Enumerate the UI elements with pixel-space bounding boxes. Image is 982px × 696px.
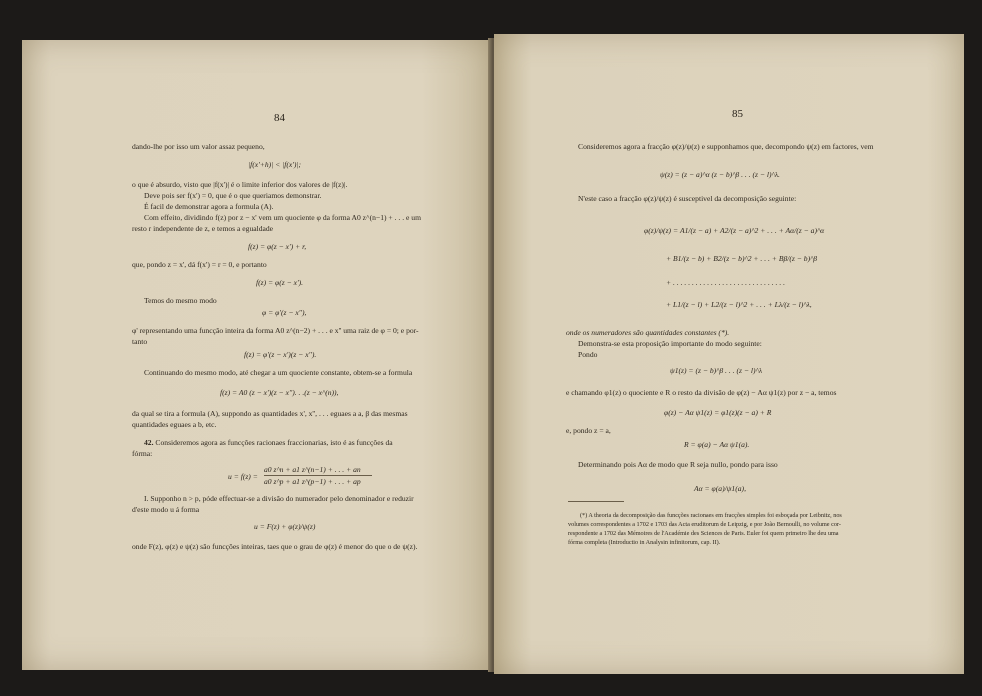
section-paragraph	[144, 438, 393, 447]
right-page	[494, 34, 964, 674]
equation: φ(z) − Aα ψ1(z) = φ1(z)(z − a) + R	[664, 408, 772, 417]
text-line: o que é absurdo, visto que |f(x')| é o limite inferior dos valores de |f(z)|.	[132, 180, 348, 189]
text-line: quantidades eguaes a b, etc.	[132, 420, 217, 429]
text-line: É facil de demonstrar agora a formula (A).	[144, 202, 274, 211]
equation: f(z) = φ(z − x').	[256, 278, 304, 287]
equation: + L1/(z − l) + L2/(z − l)^2 + . . . + Lλ/(z − l)^λ,	[666, 300, 812, 309]
fraction-lhs: u = f(z) =	[228, 472, 258, 481]
equation: φ = φ'(z − x''),	[262, 308, 307, 317]
footnote-line: respondente a 1702 das Mémoires de l'Académie des Sciences de Paris. Euler foi quem primeiro lhe deu uma	[568, 530, 839, 537]
text-line: I. Supponho n > p, póde effectuar-se a divisão do numerador pelo denominador e reduzir	[144, 494, 414, 503]
footnote-line: (*) A theoria da decomposição das funcções racionaes em fracções simples foi esboçada por Leibnitz, nos	[580, 512, 842, 519]
text-line: da qual se tira a formula (A), suppondo as quantidades x', x'', . . . eguaes a a, β das mesmas	[132, 409, 408, 418]
text-line: Com effeito, dividindo f(z) por z − x' vem um quociente φ da forma A0 z^(n−1) + . . . e um	[144, 213, 421, 222]
text-line: N'este caso a fracção φ(z)/ψ(z) é susceptivel da decomposição seguinte:	[578, 194, 797, 203]
right-page-number: 85	[732, 108, 743, 120]
text-line: Determinando pois Aα de modo que R seja nullo, pondo para isso	[578, 460, 778, 469]
text-line: Consideremos agora as funcções racionaes fraccionarias, isto é as funcções da	[155, 438, 393, 447]
equation: ψ(z) = (z − a)^α (z − b)^β . . . (z − l)^λ.	[660, 170, 780, 179]
equation: + B1/(z − b) + B2/(z − b)^2 + . . . + Bβ/(z − b)^β	[666, 254, 818, 263]
text-line: Continuando do mesmo modo, até chegar a um quociente constante, obtem-se a formula	[144, 368, 413, 377]
equation: Aα = φ(a)/ψ1(a),	[694, 484, 746, 493]
text-line: que, pondo z = x', dá f(x') = r = 0, e portanto	[132, 260, 267, 269]
section-number: 42.	[144, 438, 154, 447]
text-line: Demonstra-se esta proposição importante do modo seguinte:	[578, 339, 762, 348]
text-line: resto r independente de z, e temos a egualdade	[132, 224, 274, 233]
text-line: onde F(z), φ(z) e ψ(z) são funcções inteiras, taes que o grau de φ(z) é menor do que o de ψ(z).	[132, 542, 418, 551]
fraction-denominator: a0 z^p + a1 z^(p−1) + . . . + ap	[264, 477, 361, 486]
book-spread	[22, 34, 964, 674]
text-line: Temos do mesmo modo	[144, 296, 217, 305]
footnote-rule	[568, 501, 624, 502]
text-line: Deve pois ser f(x') = 0, que é o que queriamos demonstrar.	[144, 191, 322, 200]
footnote-line: volumes correspondentes a 1702 e 1703 das Acta eruditorum de Leipzig, e por João Bernoulli, no volume cor-	[568, 521, 841, 528]
equation: ψ1(z) = (z − b)^β . . . (z − l)^λ	[670, 366, 762, 375]
equation: f(z) = φ'(z − x')(z − x'').	[244, 350, 317, 359]
equation: φ(z)/ψ(z) = A1/(z − a) + A2/(z − a)^2 + . . . + Aα/(z − a)^α	[644, 226, 825, 235]
text-line: φ' representando uma funcção inteira da forma A0 z^(n−2) + . . . e x'' uma raiz de φ = 0; e por-	[132, 326, 419, 335]
equation: + . . . . . . . . . . . . . . . . . . . . . . . . . . . . . .	[666, 278, 786, 287]
equation: f(z) = φ(z − x') + r,	[248, 242, 307, 251]
left-page-number: 84	[274, 112, 285, 124]
equation: R = φ(a) − Aα ψ1(a).	[684, 440, 750, 449]
text-line: fórma:	[132, 449, 153, 458]
equation: u = F(z) + φ(z)/ψ(z)	[254, 522, 316, 531]
text-line: Consideremos agora a fracção φ(z)/ψ(z) e supponhamos que, decompondo ψ(z) em factores, vem	[578, 142, 874, 151]
equation: f(z) = A0 (z − x')(z − x''). . .(z − x^(n)),	[220, 388, 339, 397]
text-line: dando-lhe por isso um valor assaz pequeno,	[132, 142, 265, 151]
equation: |f(x'+h)| < |f(x')|;	[248, 160, 302, 169]
text-line: Pondo	[578, 350, 598, 359]
text-line: e, pondo z = a,	[566, 426, 611, 435]
text-line: onde os numeradores são quantidades constantes (*).	[566, 328, 730, 337]
text-line: d'este modo u á forma	[132, 505, 200, 514]
text-line: e chamando φ1(z) o quociente e R o resto da divisão de φ(z) − Aα ψ1(z) por z − a, temos	[566, 388, 837, 397]
fraction-numerator: a0 z^n + a1 z^(n−1) + . . . + an	[264, 465, 361, 474]
footnote-line: fórma completa (Introductio in Analysin infinitorum, cap. II).	[568, 539, 721, 546]
text-line: tanto	[132, 337, 148, 346]
left-page	[22, 40, 492, 670]
